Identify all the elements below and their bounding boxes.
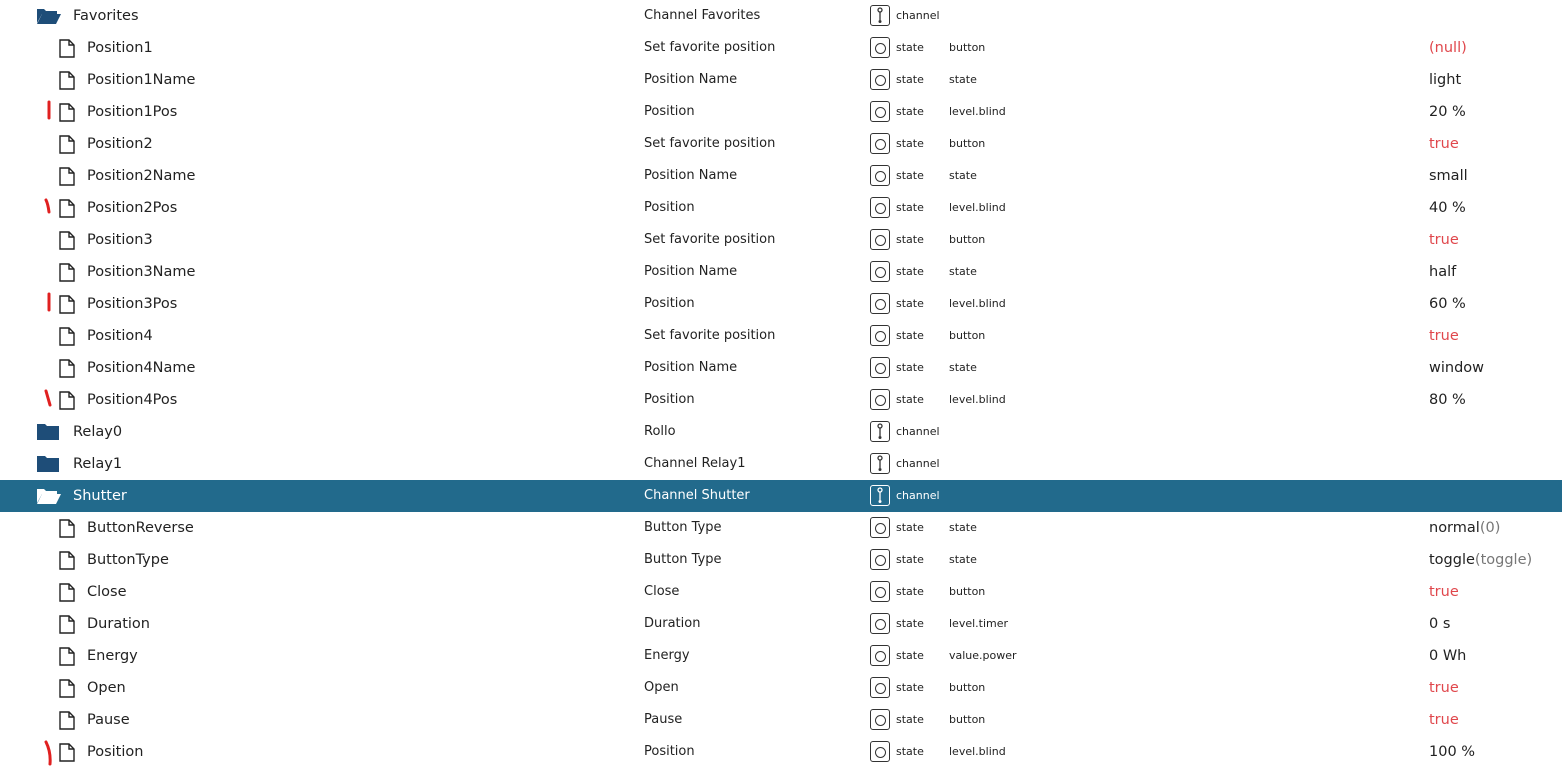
state-type-icon bbox=[870, 581, 890, 602]
object-type: state bbox=[896, 73, 924, 86]
object-name: Position4Name bbox=[87, 360, 196, 376]
value-text: 0 Wh bbox=[1429, 648, 1467, 664]
object-name: Energy bbox=[87, 648, 138, 664]
tree-row[interactable] bbox=[0, 160, 1562, 192]
tree-row[interactable] bbox=[0, 448, 1562, 480]
file-icon bbox=[59, 519, 75, 538]
object-value[interactable] bbox=[1429, 672, 1459, 704]
tree-row[interactable] bbox=[0, 736, 1562, 768]
value-text: (null) bbox=[1429, 40, 1467, 56]
object-role: value.power bbox=[949, 649, 1017, 662]
file-icon bbox=[59, 167, 75, 186]
object-type: state bbox=[896, 137, 924, 150]
object-name: Position3Name bbox=[87, 264, 196, 280]
object-name: Position2Pos bbox=[87, 200, 178, 216]
file-icon bbox=[59, 263, 75, 282]
object-description: Position bbox=[644, 296, 695, 311]
object-role: state bbox=[949, 73, 977, 86]
value-text: true bbox=[1429, 232, 1459, 248]
object-description: Set favorite position bbox=[644, 232, 776, 247]
object-name: Position3 bbox=[87, 232, 153, 248]
object-value[interactable] bbox=[1429, 384, 1466, 416]
file-icon bbox=[59, 391, 75, 410]
object-value[interactable] bbox=[1429, 512, 1500, 544]
file-icon bbox=[59, 103, 75, 122]
state-type-icon bbox=[870, 261, 890, 282]
object-value[interactable] bbox=[1429, 224, 1459, 256]
state-type-icon bbox=[870, 69, 890, 90]
state-type-icon bbox=[870, 37, 890, 58]
object-description: Button Type bbox=[644, 552, 722, 567]
object-type: state bbox=[896, 681, 924, 694]
object-role: button bbox=[949, 713, 986, 726]
object-value[interactable] bbox=[1429, 128, 1459, 160]
value-suffix: (0) bbox=[1479, 520, 1501, 536]
object-type: state bbox=[896, 169, 924, 182]
object-name: Close bbox=[87, 584, 127, 600]
state-type-icon bbox=[870, 645, 890, 666]
tree-row[interactable] bbox=[0, 512, 1562, 544]
value-text: 100 % bbox=[1429, 744, 1476, 760]
channel-type-icon bbox=[870, 5, 890, 26]
object-type: state bbox=[896, 649, 924, 662]
object-value[interactable] bbox=[1429, 64, 1461, 96]
object-value[interactable] bbox=[1429, 576, 1459, 608]
tree-row[interactable] bbox=[0, 320, 1562, 352]
object-name: Relay1 bbox=[73, 456, 123, 472]
object-name: Position bbox=[87, 744, 144, 760]
object-name: Position4Pos bbox=[87, 392, 178, 408]
object-type: channel bbox=[896, 9, 940, 22]
object-role: state bbox=[949, 265, 977, 278]
object-type: state bbox=[896, 233, 924, 246]
object-name: Open bbox=[87, 680, 126, 696]
object-type: channel bbox=[896, 457, 940, 470]
object-name: Position2Name bbox=[87, 168, 196, 184]
value-text: half bbox=[1429, 264, 1457, 280]
file-icon bbox=[59, 135, 75, 154]
object-type: state bbox=[896, 585, 924, 598]
channel-type-icon bbox=[870, 453, 890, 474]
tree-row[interactable] bbox=[0, 0, 1562, 32]
object-value[interactable] bbox=[1429, 288, 1466, 320]
state-type-icon bbox=[870, 741, 890, 762]
object-description: Set favorite position bbox=[644, 40, 776, 55]
tree-row[interactable] bbox=[0, 32, 1562, 64]
object-type: state bbox=[896, 105, 924, 118]
state-type-icon bbox=[870, 709, 890, 730]
object-name: Position3Pos bbox=[87, 296, 178, 312]
object-description: Energy bbox=[644, 648, 690, 663]
object-value[interactable] bbox=[1429, 192, 1466, 224]
state-type-icon bbox=[870, 133, 890, 154]
file-icon bbox=[59, 71, 75, 90]
value-text: window bbox=[1429, 360, 1485, 376]
object-role: level.blind bbox=[949, 745, 1006, 758]
object-role: state bbox=[949, 361, 977, 374]
state-type-icon bbox=[870, 613, 890, 634]
value-text: true bbox=[1429, 136, 1459, 152]
file-icon bbox=[59, 679, 75, 698]
channel-type-icon bbox=[870, 485, 890, 506]
state-type-icon bbox=[870, 229, 890, 250]
value-text: true bbox=[1429, 680, 1459, 696]
object-role: state bbox=[949, 521, 977, 534]
object-value[interactable] bbox=[1429, 704, 1459, 736]
value-text: 40 % bbox=[1429, 200, 1466, 216]
file-icon bbox=[59, 551, 75, 570]
object-description: Position Name bbox=[644, 72, 738, 87]
object-value[interactable] bbox=[1429, 352, 1484, 384]
state-type-icon bbox=[870, 389, 890, 410]
state-type-icon bbox=[870, 101, 890, 122]
folder-icon[interactable] bbox=[36, 455, 62, 473]
object-description: Position Name bbox=[644, 360, 738, 375]
object-name: Position1 bbox=[87, 40, 153, 56]
object-description: Position bbox=[644, 104, 695, 119]
file-icon bbox=[59, 711, 75, 730]
object-name: Favorites bbox=[73, 8, 139, 24]
object-value[interactable] bbox=[1429, 544, 1532, 576]
folder-icon[interactable] bbox=[36, 423, 62, 441]
object-name: Relay0 bbox=[73, 424, 123, 440]
object-name: Position4 bbox=[87, 328, 153, 344]
state-type-icon bbox=[870, 325, 890, 346]
file-icon bbox=[59, 199, 75, 218]
tree-row[interactable] bbox=[0, 640, 1562, 672]
object-value[interactable] bbox=[1429, 96, 1466, 128]
object-type: state bbox=[896, 745, 924, 758]
tree-row[interactable] bbox=[0, 608, 1562, 640]
state-type-icon bbox=[870, 517, 890, 538]
file-icon bbox=[59, 647, 75, 666]
object-value[interactable] bbox=[1429, 32, 1467, 64]
file-icon bbox=[59, 327, 75, 346]
state-type-icon bbox=[870, 293, 890, 314]
object-role: state bbox=[949, 169, 977, 182]
object-name: Shutter bbox=[73, 488, 127, 504]
tree-row[interactable] bbox=[0, 672, 1562, 704]
object-name: Position1Pos bbox=[87, 104, 178, 120]
object-type: channel bbox=[896, 489, 940, 502]
object-description: Close bbox=[644, 584, 680, 599]
object-role: level.blind bbox=[949, 297, 1006, 310]
file-icon bbox=[59, 231, 75, 250]
file-icon bbox=[59, 359, 75, 378]
tree-row[interactable] bbox=[0, 384, 1562, 416]
object-type: state bbox=[896, 393, 924, 406]
tree-row[interactable] bbox=[0, 352, 1562, 384]
tree-row[interactable] bbox=[0, 192, 1562, 224]
object-role: level.blind bbox=[949, 201, 1006, 214]
value-text: 0 s bbox=[1429, 616, 1451, 632]
object-description: Button Type bbox=[644, 520, 722, 535]
object-name: ButtonReverse bbox=[87, 520, 194, 536]
tree-row[interactable] bbox=[0, 256, 1562, 288]
object-description: Position Name bbox=[644, 264, 738, 279]
object-description: Rollo bbox=[644, 424, 676, 439]
object-role: level.blind bbox=[949, 105, 1006, 118]
tree-row[interactable] bbox=[0, 416, 1562, 448]
object-description: Channel Favorites bbox=[644, 8, 761, 23]
object-description: Duration bbox=[644, 616, 701, 631]
object-role: button bbox=[949, 233, 986, 246]
value-text: true bbox=[1429, 584, 1459, 600]
object-role: level.blind bbox=[949, 393, 1006, 406]
tree-row[interactable] bbox=[0, 96, 1562, 128]
object-type: state bbox=[896, 553, 924, 566]
object-type: state bbox=[896, 297, 924, 310]
object-role: button bbox=[949, 681, 986, 694]
object-type: channel bbox=[896, 425, 940, 438]
file-icon bbox=[59, 615, 75, 634]
tree-row[interactable] bbox=[0, 576, 1562, 608]
value-text: true bbox=[1429, 712, 1459, 728]
tree-row[interactable] bbox=[0, 64, 1562, 96]
object-role: state bbox=[949, 553, 977, 566]
state-type-icon bbox=[870, 165, 890, 186]
object-type: state bbox=[896, 713, 924, 726]
file-icon bbox=[59, 583, 75, 602]
folder-open-icon[interactable] bbox=[36, 7, 62, 25]
object-value[interactable] bbox=[1429, 256, 1456, 288]
value-text: toggle bbox=[1429, 552, 1475, 568]
file-icon bbox=[59, 295, 75, 314]
object-description: Set favorite position bbox=[644, 136, 776, 151]
object-description: Position bbox=[644, 392, 695, 407]
object-role: level.timer bbox=[949, 617, 1009, 630]
tree-row[interactable] bbox=[0, 544, 1562, 576]
object-name: Position2 bbox=[87, 136, 153, 152]
object-description: Position Name bbox=[644, 168, 738, 183]
state-type-icon bbox=[870, 197, 890, 218]
tree-row[interactable] bbox=[0, 480, 1562, 512]
object-description: Pause bbox=[644, 712, 683, 727]
object-type: state bbox=[896, 201, 924, 214]
object-name: Position1Name bbox=[87, 72, 196, 88]
object-name: Duration bbox=[87, 616, 150, 632]
object-role: button bbox=[949, 41, 986, 54]
object-description: Position bbox=[644, 744, 695, 759]
value-text: normal bbox=[1429, 520, 1480, 536]
object-type: state bbox=[896, 265, 924, 278]
object-value[interactable] bbox=[1429, 160, 1468, 192]
object-value[interactable] bbox=[1429, 320, 1459, 352]
tree-row[interactable] bbox=[0, 128, 1562, 160]
value-text: light bbox=[1429, 72, 1462, 88]
tree-row[interactable] bbox=[0, 224, 1562, 256]
state-type-icon bbox=[870, 677, 890, 698]
tree-row[interactable] bbox=[0, 288, 1562, 320]
object-type: state bbox=[896, 617, 924, 630]
value-text: 60 % bbox=[1429, 296, 1466, 312]
object-type: state bbox=[896, 329, 924, 342]
object-name: Pause bbox=[87, 712, 130, 728]
object-value[interactable] bbox=[1429, 608, 1450, 640]
channel-type-icon bbox=[870, 421, 890, 442]
object-description: Open bbox=[644, 680, 679, 695]
object-value[interactable] bbox=[1429, 736, 1475, 768]
object-role: button bbox=[949, 137, 986, 150]
object-description: Set favorite position bbox=[644, 328, 776, 343]
object-type: state bbox=[896, 521, 924, 534]
file-icon bbox=[59, 743, 75, 762]
object-description: Channel Shutter bbox=[644, 488, 750, 503]
object-description: Channel Relay1 bbox=[644, 456, 746, 471]
object-name: ButtonType bbox=[87, 552, 169, 568]
state-type-icon bbox=[870, 357, 890, 378]
value-text: small bbox=[1429, 168, 1468, 184]
state-type-icon bbox=[870, 549, 890, 570]
object-role: button bbox=[949, 585, 986, 598]
folder-open-icon[interactable] bbox=[36, 487, 62, 505]
object-description: Position bbox=[644, 200, 695, 215]
value-text: true bbox=[1429, 328, 1459, 344]
value-text: 20 % bbox=[1429, 104, 1466, 120]
annotation-mark bbox=[44, 740, 56, 772]
object-type: state bbox=[896, 41, 924, 54]
object-type: state bbox=[896, 361, 924, 374]
object-value[interactable] bbox=[1429, 640, 1466, 672]
object-role: button bbox=[949, 329, 986, 342]
file-icon bbox=[59, 39, 75, 58]
value-text: 80 % bbox=[1429, 392, 1466, 408]
tree-row[interactable] bbox=[0, 704, 1562, 736]
value-suffix: (toggle) bbox=[1474, 552, 1533, 568]
